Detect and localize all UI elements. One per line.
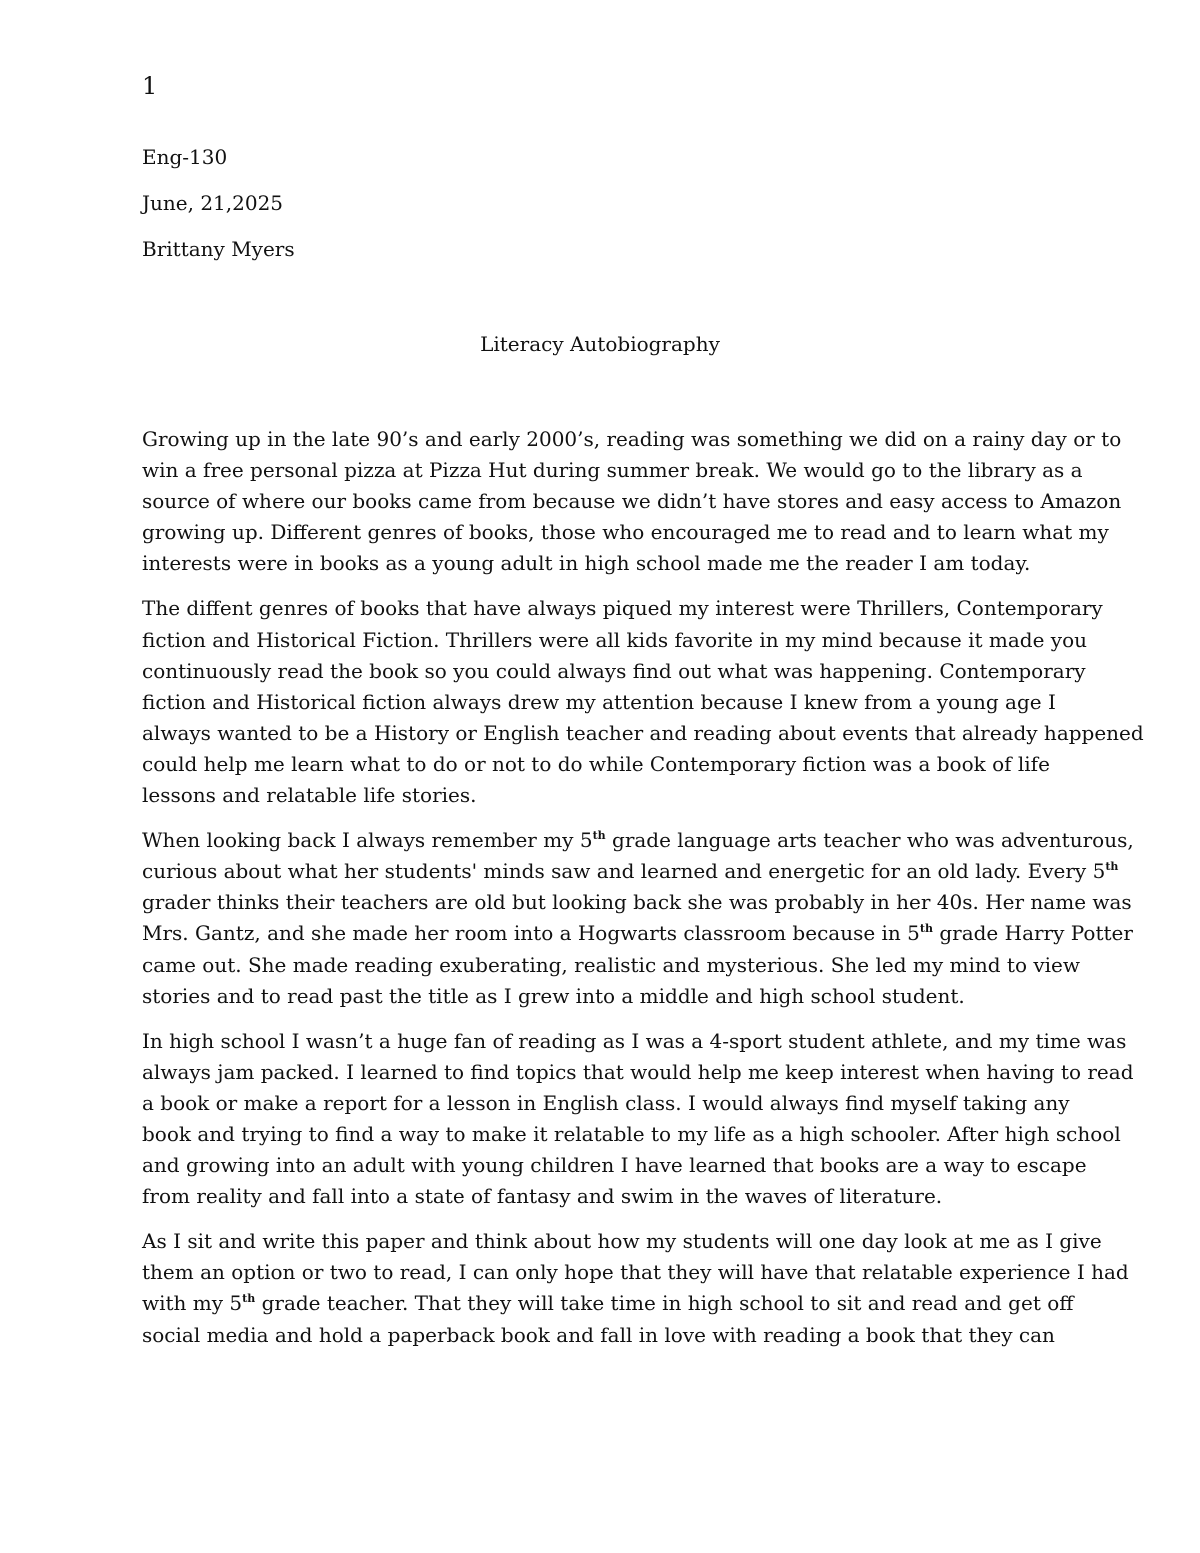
course-line: Eng-130 (142, 145, 228, 169)
text-line: a book or make a report for a lesson in English class. I would always find myself taking any (142, 1090, 1070, 1115)
text-line (142, 825, 1134, 856)
text-segment: curious about what her students' minds saw and learned and energetic for an old lady. Every 5 (142, 859, 1106, 884)
text-line: interests were in books as a young adult in high school made me the reader I am today. (142, 551, 1031, 576)
text-segment: When looking back I always remember my 5 (142, 828, 593, 853)
text-line: always wanted to be a History or English teacher and reading about events that already happened (142, 720, 1144, 745)
text-line (142, 918, 1133, 949)
paragraph (142, 1026, 1134, 1213)
text-line (142, 856, 1119, 887)
text-line: fiction and Historical Fiction. Thrillers were all kids favorite in my mind because it made you (142, 627, 1087, 652)
paragraph (142, 825, 1134, 1012)
text-line: The diffent genres of books that have always piqued my interest were Thrillers, Contemporary (142, 596, 1103, 621)
date-line: June, 21,2025 (142, 191, 284, 215)
text-line: lessons and relatable life stories. (142, 783, 477, 808)
text-line: stories and to read past the title as I grew into a middle and high school student. (142, 983, 965, 1008)
author-line: Brittany Myers (142, 237, 295, 261)
text-line: book and trying to find a way to make it relatable to my life as a high schooler. After high school (142, 1121, 1121, 1146)
ordinal-superscript: th (919, 922, 933, 936)
text-line: came out. She made reading exuberating, realistic and mysterious. She led my mind to view (142, 952, 1080, 977)
text-segment: with my 5 (142, 1291, 243, 1316)
essay-body (142, 424, 1144, 1365)
document-title: Literacy Autobiography (480, 332, 720, 356)
ordinal-superscript: th (592, 829, 606, 843)
text-line: and growing into an adult with young children I have learned that books are a way to escape (142, 1153, 1087, 1178)
paragraph (142, 593, 1144, 811)
text-line: source of where our books came from because we didn’t have stores and easy access to Amazon (142, 489, 1122, 514)
text-line: them an option or two to read, I can only hope that they will have that relatable experience I had (142, 1260, 1129, 1285)
text-line: fiction and Historical fiction always drew my attention because I knew from a young age I (142, 689, 1056, 714)
text-segment: Mrs. Gantz, and she made her room into a Hogwarts classroom because in 5 (142, 921, 920, 946)
ordinal-superscript: th (1105, 860, 1119, 874)
text-line: As I sit and write this paper and think about how my students will one day look at me as I give (142, 1229, 1102, 1254)
text-line: grader thinks their teachers are old but looking back she was probably in her 40s. Her name was (142, 890, 1132, 915)
text-segment: grade Harry Potter (932, 921, 1133, 946)
text-line: from reality and fall into a state of fantasy and swim in the waves of literature. (142, 1184, 943, 1209)
page-number: 1 (142, 72, 158, 100)
text-line: win a free personal pizza at Pizza Hut during summer break. We would go to the library as a (142, 458, 1083, 483)
text-line: always jam packed. I learned to find topics that would help me keep interest when having to read (142, 1059, 1134, 1084)
text-line: social media and hold a paperback book and fall in love with reading a book that they can (142, 1322, 1055, 1347)
text-segment: grade language arts teacher who was adventurous, (605, 828, 1134, 853)
ordinal-superscript: th (242, 1292, 256, 1306)
paragraph (142, 424, 1122, 579)
text-segment: grade teacher. That they will take time in high school to sit and read and get off (255, 1291, 1074, 1316)
text-line: could help me learn what to do or not to do while Contemporary fiction was a book of life (142, 751, 1050, 776)
text-line: In high school I wasn’t a huge fan of reading as I was a 4-sport student athlete, and my time was (142, 1028, 1127, 1053)
text-line (142, 1288, 1072, 1319)
text-line: Growing up in the late 90’s and early 2000’s, reading was something we did on a rainy day or to (142, 427, 1122, 451)
text-line: continuously read the book so you could always find out what was happening. Contemporary (142, 658, 1086, 683)
paragraph (142, 1226, 1129, 1350)
text-line: growing up. Different genres of books, those who encouraged me to read and to learn what my (142, 520, 1109, 545)
